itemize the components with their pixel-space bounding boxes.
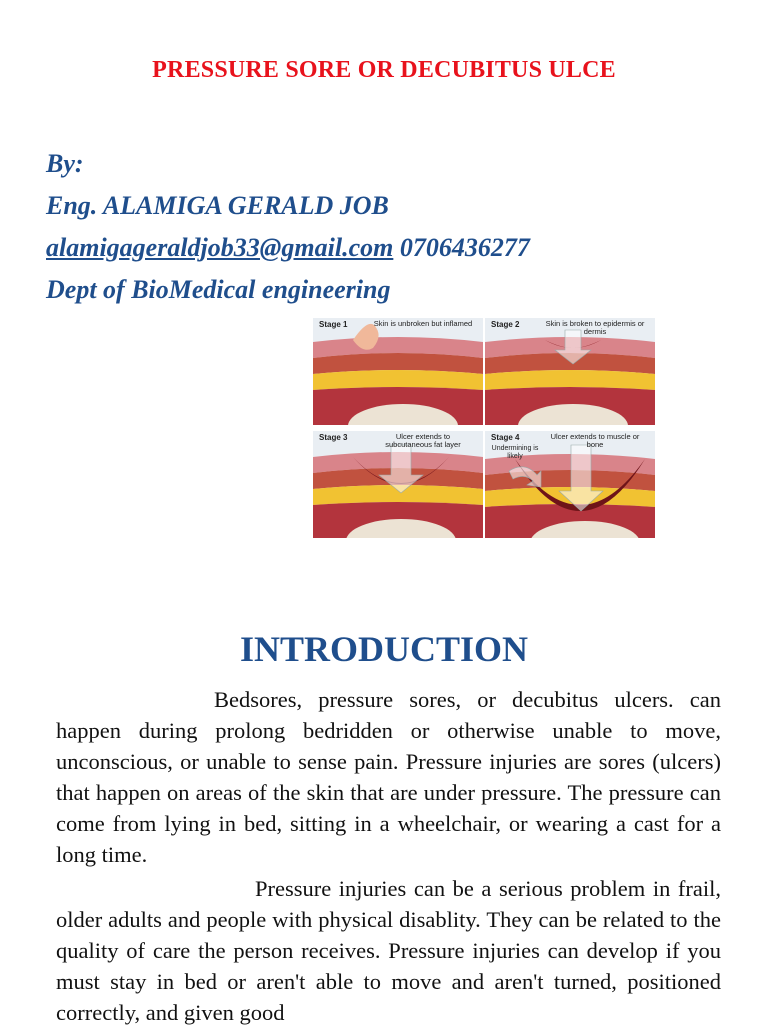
stage-3-panel xyxy=(313,431,483,538)
contact-line xyxy=(46,227,530,269)
by-label: By: xyxy=(46,149,84,178)
stage-description: Skin is unbroken but inflamed xyxy=(373,319,473,328)
stage-1-panel xyxy=(313,318,483,425)
phone-number: 0706436277 xyxy=(393,233,530,262)
stage-description: Ulcer extends to muscle or bone xyxy=(550,432,640,449)
stage-label: Stage 2 xyxy=(491,320,520,329)
pressure-ulcer-stages-figure xyxy=(313,318,663,538)
department: Dept of BioMedical engineering xyxy=(46,275,391,304)
stage-1-illustration xyxy=(313,318,483,425)
author-name: Eng. ALAMIGA GERALD JOB xyxy=(46,191,389,220)
stage-description: Ulcer extends to subcutaneous fat layer xyxy=(385,432,461,449)
stage-2-panel xyxy=(485,318,655,425)
stage-label: Stage 3 xyxy=(319,433,348,442)
intro-paragraph-2: Pressure injuries can be a serious problem in frail, older adults and people with physical disablity. They can be related to the quality of care the person receives. Pressure injuries can develop if you must stay in bed or aren't able to move and aren't turned, positioned correctly, and given good xyxy=(56,876,721,1025)
stage-4-panel xyxy=(485,431,655,538)
stage-label: Stage 1 xyxy=(319,320,348,329)
document-title: PRESSURE SORE OR DECUBITUS ULCE xyxy=(152,57,616,83)
introduction-heading: INTRODUCTION xyxy=(239,629,529,669)
stage-label: Stage 4 xyxy=(491,433,520,442)
stage-extra-note: Undermining is likely xyxy=(491,445,539,460)
email-link[interactable]: alamigageraldjob33@gmail.com xyxy=(46,233,394,262)
intro-paragraph-1: Bedsores, pressure sores, or decubitus ulcers. can happen during prolong bedridden or otherwise unable to move, unconscious, or unable to sense pain. Pressure injuries are sores (ulcers) that happen on areas of the skin that are under pressure. The pressure can come from lying in bed, sitting in a wheelchair, or wearing a cast for a long time. xyxy=(56,687,721,867)
author-block xyxy=(46,143,530,311)
stage-description: Skin is broken to epidermis or dermis xyxy=(545,319,645,336)
